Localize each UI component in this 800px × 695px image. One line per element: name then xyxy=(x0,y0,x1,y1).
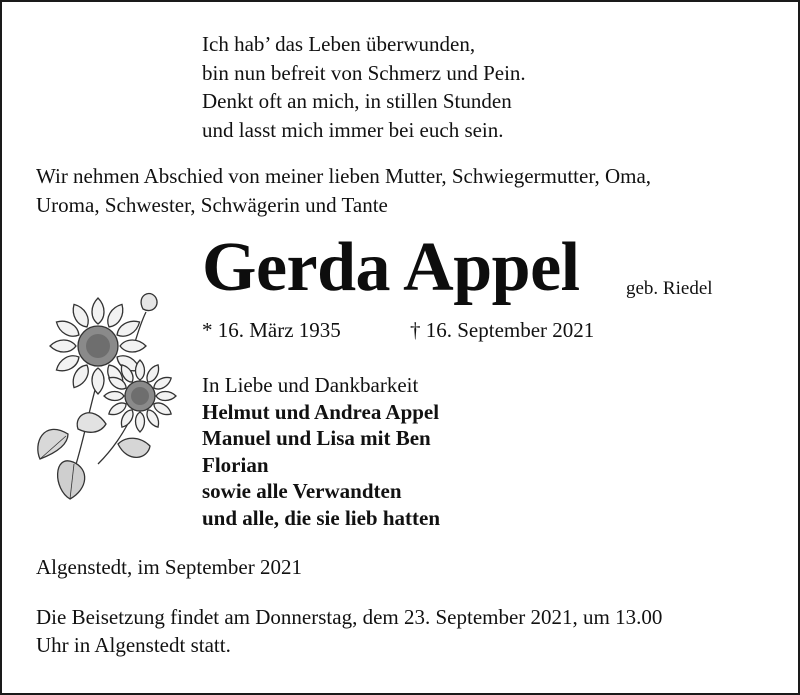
funeral-line: Uhr in Algenstedt statt. xyxy=(36,633,231,657)
birth-name: geb. Riedel xyxy=(626,278,713,299)
death-date: † 16. September 2021 xyxy=(410,318,595,342)
sunflower-icon xyxy=(28,284,203,504)
mourner-line: sowie alle Verwandten xyxy=(202,479,402,503)
poem-line: bin nun befreit von Schmerz und Pein. xyxy=(202,60,526,85)
mourner-line: Helmut und Andrea Appel xyxy=(202,399,440,424)
poem-line: Denkt oft an mich, in stillen Stunden xyxy=(202,89,512,113)
birth-date: * 16. März 1935 xyxy=(202,318,341,342)
intro-line: Wir nehmen Abschied von meiner lieben Mutter, Schwiegermutter, Oma, xyxy=(36,164,652,188)
mourners-intro: In Liebe und Dankbarkeit xyxy=(202,373,419,397)
intro-line: Uroma, Schwester, Schwägerin und Tante xyxy=(36,193,388,217)
farewell-intro xyxy=(36,162,651,220)
mourner-line: Manuel und Lisa mit Ben xyxy=(202,426,431,450)
mourner-line: Florian xyxy=(202,452,269,477)
place-and-date: Algenstedt, im September 2021 xyxy=(36,555,302,579)
mourner-line: und alle, die sie lieb hatten xyxy=(202,505,441,530)
funeral-notice xyxy=(36,603,662,659)
deceased-name: Gerda Appel xyxy=(202,229,580,306)
poem xyxy=(202,30,526,144)
mourners xyxy=(202,372,440,531)
funeral-line: Die Beisetzung findet am Donnerstag, dem 23. September 2021, um 13.00 xyxy=(36,605,663,629)
poem-line: Ich hab’ das Leben überwunden, xyxy=(202,32,476,56)
poem-line: und lasst mich immer bei euch sein. xyxy=(202,117,504,142)
life-dates xyxy=(202,318,595,343)
